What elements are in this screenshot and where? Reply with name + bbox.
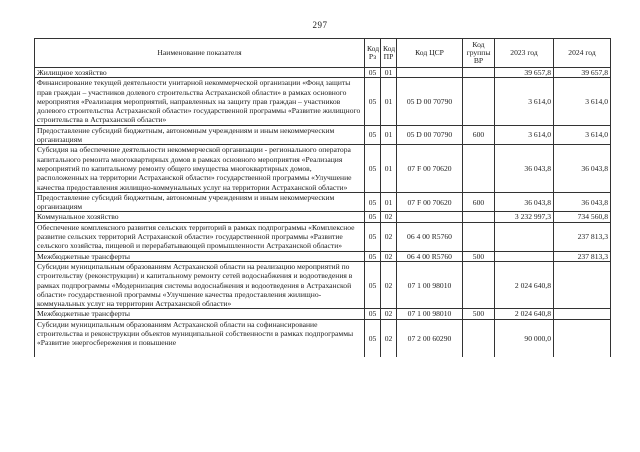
row-2024: 36 043,8 xyxy=(554,145,611,192)
header-vr: Код группы ВР xyxy=(463,39,495,68)
row-vr: 500 xyxy=(463,251,495,261)
row-rz: 05 xyxy=(365,125,381,145)
row-csr: 06 4 00 R5760 xyxy=(397,251,463,261)
row-name: Обеспечение комплексного развития сельских территорий в рамках подпрограммы «Комплексное развитие сельских территорий Астраханской области» государственной программы «Развитие сельского хозяйства, пищевой и перерабатывающей промышленности Астраханской области» xyxy=(35,222,365,251)
row-csr: 07 1 00 98010 xyxy=(397,309,463,319)
row-pr: 02 xyxy=(381,261,397,308)
row-2023: 36 043,8 xyxy=(495,145,554,192)
row-name: Межбюджетные трансферты xyxy=(35,251,365,261)
row-pr: 01 xyxy=(381,78,397,125)
row-pr: 01 xyxy=(381,68,397,78)
row-name: Субсидии муниципальным образованиям Астраханской области на софинансирование строительства и реконструкции объектов муниципальной собственности в рамках подпрограммы «Развитие энергосбережения и повышение xyxy=(37,319,354,348)
header-rz: Код Рз xyxy=(365,39,381,68)
row-pr: 01 xyxy=(381,125,397,145)
row-name: Предоставление субсидий бюджетным, автономным учреждениям и иным некоммерческим организациям xyxy=(35,125,365,145)
row-rz: 05 xyxy=(365,78,381,125)
header-name: Наименование показателя xyxy=(35,39,365,68)
row-2023: 3 614,0 xyxy=(495,78,554,125)
row-vr xyxy=(463,145,495,192)
row-pr: 02 xyxy=(381,319,397,357)
row-vr xyxy=(463,222,495,251)
budget-table xyxy=(34,38,611,357)
row-csr: 07 F 00 70620 xyxy=(397,145,463,192)
header-csr: Код ЦСР xyxy=(397,39,463,68)
row-2023: 3 614,0 xyxy=(495,125,554,145)
table-row xyxy=(35,192,611,212)
row-vr xyxy=(463,78,495,125)
row-vr xyxy=(463,212,495,222)
row-name: Межбюджетные трансферты xyxy=(35,309,365,319)
row-rz: 05 xyxy=(365,319,381,357)
row-name: Коммунальное хозяйство xyxy=(35,212,365,222)
row-2024: 237 813,3 xyxy=(554,251,611,261)
row-2024 xyxy=(554,261,611,308)
row-rz: 05 xyxy=(365,222,381,251)
row-rz: 05 xyxy=(365,261,381,308)
row-csr: 05 D 00 70790 xyxy=(397,78,463,125)
header-pr: Код ПР xyxy=(381,39,397,68)
row-pr: 01 xyxy=(381,145,397,192)
page-number: 297 xyxy=(312,20,328,30)
row-2024 xyxy=(554,319,611,357)
row-rz: 05 xyxy=(365,68,381,78)
table-row xyxy=(35,125,611,145)
table-row xyxy=(35,251,611,261)
row-csr: 07 2 00 60290 xyxy=(397,319,463,357)
row-csr xyxy=(397,212,463,222)
table-row xyxy=(35,145,611,192)
row-pr: 02 xyxy=(381,212,397,222)
row-2024: 36 043,8 xyxy=(554,192,611,212)
row-rz: 05 xyxy=(365,309,381,319)
row-2024: 3 614,0 xyxy=(554,125,611,145)
row-rz: 05 xyxy=(365,212,381,222)
row-rz: 05 xyxy=(365,145,381,192)
header-row xyxy=(35,39,611,68)
row-pr: 01 xyxy=(381,192,397,212)
row-2023: 39 657,8 xyxy=(495,68,554,78)
row-vr: 600 xyxy=(463,192,495,212)
row-2023 xyxy=(495,222,554,251)
row-2023 xyxy=(495,251,554,261)
row-vr: 600 xyxy=(463,125,495,145)
row-name: Субсидия на обеспечение деятельности некоммерческой организации - регионального оператора капитального ремонта многоквартирных домов в рамках основного мероприятия «Реализация мероприятий по капитальному ремонту общего имущества многоквартирных домов, расположенных на территории Астраханской области» государственной программы «Улучшение качества предоставления жилищно-коммунальных услуг на территории Астраханской области» xyxy=(35,145,365,192)
table-row xyxy=(35,261,611,308)
row-vr xyxy=(463,68,495,78)
row-2024: 39 657,8 xyxy=(554,68,611,78)
row-csr xyxy=(397,68,463,78)
row-csr: 07 F 00 70620 xyxy=(397,192,463,212)
row-pr: 02 xyxy=(381,222,397,251)
row-pr: 02 xyxy=(381,309,397,319)
row-2024: 734 560,8 xyxy=(554,212,611,222)
row-pr: 02 xyxy=(381,251,397,261)
table-row xyxy=(35,319,611,357)
table-row xyxy=(35,68,611,78)
row-vr xyxy=(463,261,495,308)
row-name: Предоставление субсидий бюджетным, автономным учреждениям и иным некоммерческим организациям xyxy=(35,192,365,212)
table-row xyxy=(35,309,611,319)
row-vr: 500 xyxy=(463,309,495,319)
row-rz: 05 xyxy=(365,251,381,261)
row-2023: 3 232 997,3 xyxy=(495,212,554,222)
header-2024: 2024 год xyxy=(554,39,611,68)
header-2023: 2023 год xyxy=(495,39,554,68)
row-csr: 05 D 00 70790 xyxy=(397,125,463,145)
row-2024 xyxy=(554,309,611,319)
row-csr: 06 4 00 R5760 xyxy=(397,222,463,251)
row-rz: 05 xyxy=(365,192,381,212)
row-2024: 237 813,3 xyxy=(554,222,611,251)
row-2023: 90 000,0 xyxy=(495,319,554,357)
table-row xyxy=(35,212,611,222)
row-2023: 2 024 640,8 xyxy=(495,261,554,308)
row-name: Финансирование текущей деятельности унитарной некоммерческой организации «Фонд защиты прав граждан – участников долевого строительства Астраханской области» в рамках основного мероприятия «Реализация мероприятий, направленных на защиту прав граждан – участников долевого строительства Астраханской области» государственной программы «Развитие жилищного строительства в Астраханской области» xyxy=(35,78,365,125)
table-row xyxy=(35,78,611,125)
table-row xyxy=(35,222,611,251)
row-2024: 3 614,0 xyxy=(554,78,611,125)
row-2023: 2 024 640,8 xyxy=(495,309,554,319)
row-vr xyxy=(463,319,495,357)
row-csr: 07 1 00 98010 xyxy=(397,261,463,308)
row-name: Субсидии муниципальным образованиям Астраханской области на реализацию мероприятий по строительству (реконструкции) и капитальному ремонту сетей водоснабжения и водоотведения в рамках подпрограммы «Модернизация системы водоснабжения и водоотведения в Астраханской области» государственной программы «Улучшение качества предоставления жилищно-коммунальных услуг на территории Астраханской области» xyxy=(35,261,365,308)
row-name: Жилищное хозяйство xyxy=(35,68,365,78)
row-2023: 36 043,8 xyxy=(495,192,554,212)
